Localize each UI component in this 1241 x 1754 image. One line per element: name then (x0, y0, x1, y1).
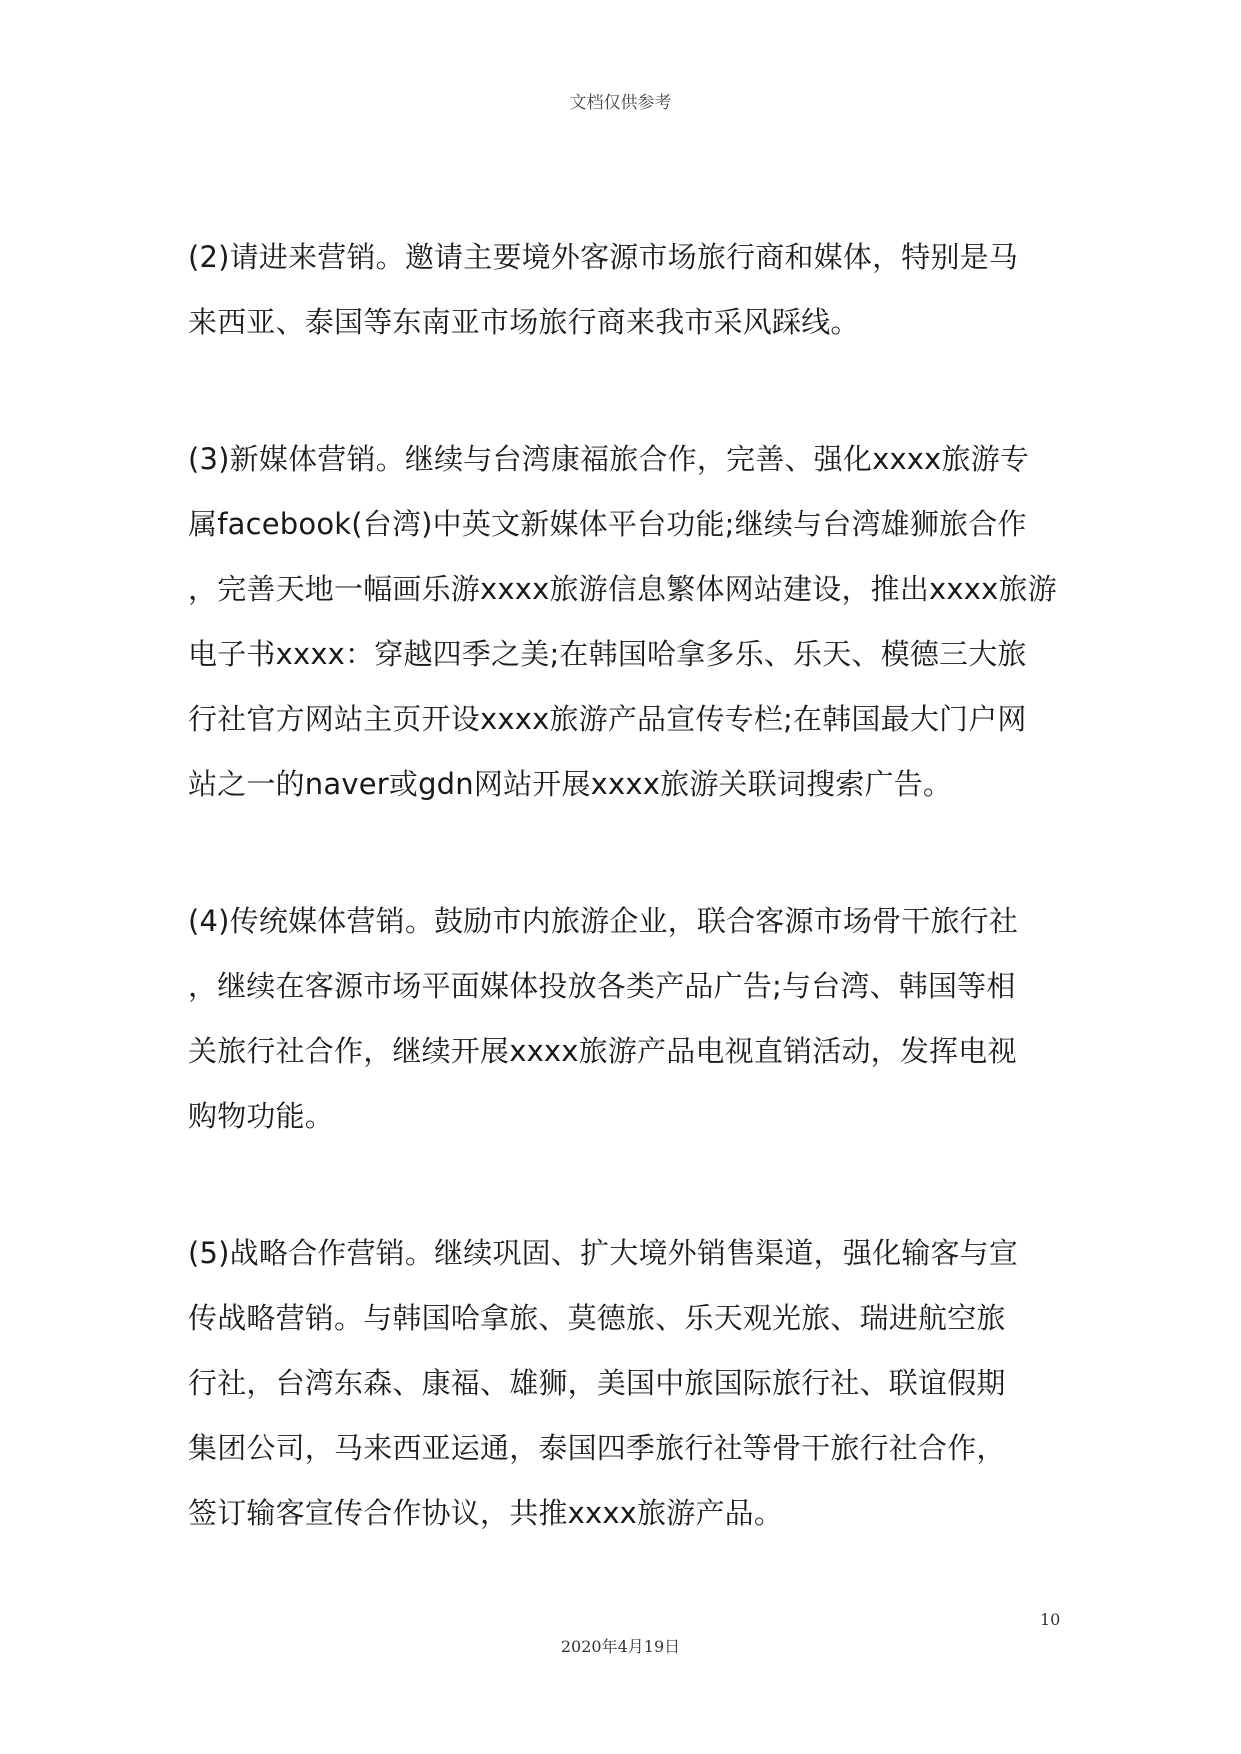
page-header: 文档仅供参考 (569, 93, 672, 113)
paragraph-gap (188, 355, 1068, 427)
page-number: 10 (1040, 1610, 1061, 1629)
paragraph-4 (188, 889, 1068, 1149)
paragraph-line: 站之一的naver或gdn网站开展xxxx旅游关联词搜索广告。 (188, 767, 953, 801)
paragraph-line: ，完善天地一幅画乐游xxxx旅游信息繁体网站建设，推出xxxx旅游 (188, 572, 1057, 606)
paragraph-line: 行社官方网站主页开设xxxx旅游产品宣传专栏;在韩国最大门户网 (188, 702, 1027, 736)
paragraph-line: ，继续在客源市场平面媒体投放各类产品广告;与台湾、韩国等相 (188, 969, 1016, 1003)
document-body (188, 225, 1068, 1546)
paragraph-line: 购物功能。 (188, 1099, 335, 1133)
paragraph-line: 签订输客宣传合作协议，共推xxxx旅游产品。 (188, 1496, 784, 1530)
paragraph-gap (188, 817, 1068, 889)
paragraph-line: 关旅行社合作，继续开展xxxx旅游产品电视直销活动，发挥电视 (188, 1034, 1017, 1068)
paragraph-gap (188, 1149, 1068, 1221)
footer-date: 2020年4月19日 (560, 1637, 681, 1656)
paragraph-5 (188, 1221, 1068, 1546)
paragraph-line: (5)战略合作营销。继续巩固、扩大境外销售渠道，强化输客与宣 (188, 1236, 1019, 1270)
paragraph-line: (4)传统媒体营销。鼓励市内旅游企业，联合客源市场骨干旅行社 (188, 904, 1019, 938)
paragraph-line: 行社，台湾东森、康福、雄狮，美国中旅国际旅行社、联谊假期 (188, 1366, 1006, 1400)
paragraph-line: 传战略营销。与韩国哈拿旅、莫德旅、乐天观光旅、瑞进航空旅 (188, 1301, 1006, 1335)
paragraph-line: 集团公司，马来西亚运通，泰国四季旅行社等骨干旅行社合作， (188, 1431, 1006, 1465)
paragraph-3 (188, 427, 1068, 817)
paragraph-line: 来西亚、泰国等东南亚市场旅行商来我市采风踩线。 (188, 305, 860, 339)
paragraph-line: (3)新媒体营销。继续与台湾康福旅合作，完善、强化xxxx旅游专 (188, 442, 1030, 476)
paragraph-line: 属facebook(台湾)中英文新媒体平台功能;继续与台湾雄狮旅合作 (188, 507, 1027, 541)
paragraph-2 (188, 225, 1068, 355)
paragraph-line: 电子书xxxx：穿越四季之美;在韩国哈拿多乐、乐天、模德三大旅 (188, 637, 1027, 671)
paragraph-line: (2)请进来营销。邀请主要境外客源市场旅行商和媒体，特别是马 (188, 240, 1019, 274)
